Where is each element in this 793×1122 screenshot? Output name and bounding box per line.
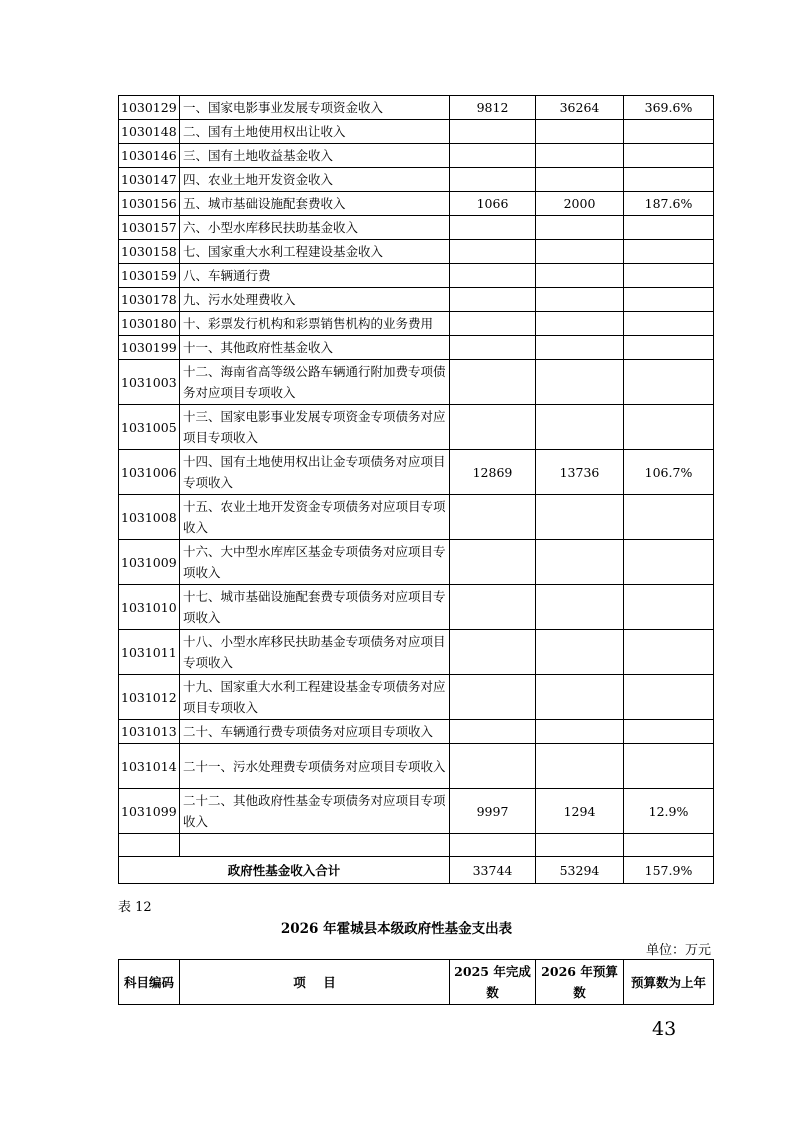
row-code: 1030147 <box>119 168 180 192</box>
row-code: 1030129 <box>119 96 180 120</box>
row-budget <box>536 630 624 675</box>
table-row <box>119 312 714 336</box>
row-code: 1031006 <box>119 450 180 495</box>
row-ratio: 12.9% <box>624 789 714 834</box>
table-row <box>119 540 714 585</box>
row-ratio <box>624 540 714 585</box>
header-completed: 2025 年完成数 <box>450 960 536 1005</box>
table-row <box>119 144 714 168</box>
row-completed: 1066 <box>450 192 536 216</box>
row-completed <box>450 720 536 744</box>
row-ratio <box>624 585 714 630</box>
row-completed <box>450 216 536 240</box>
row-item: 十一、其他政府性基金收入 <box>180 336 450 360</box>
row-code: 1031010 <box>119 585 180 630</box>
unit-label: 单位：万元 <box>645 943 711 958</box>
row-completed <box>450 168 536 192</box>
row-code: 1031011 <box>119 630 180 675</box>
table-row <box>119 168 714 192</box>
row-completed <box>450 540 536 585</box>
row-item: 九、污水处理费收入 <box>180 288 450 312</box>
row-item: 四、农业土地开发资金收入 <box>180 168 450 192</box>
header-code: 科目编码 <box>119 960 180 1005</box>
row-code: 1030157 <box>119 216 180 240</box>
table-row <box>119 216 714 240</box>
row-completed <box>450 834 536 857</box>
row-item: 二十二、其他政府性基金专项债务对应项目专项收入 <box>180 789 450 834</box>
row-budget <box>536 168 624 192</box>
row-ratio <box>624 216 714 240</box>
row-item: 十五、农业土地开发资金专项债务对应项目专项收入 <box>180 495 450 540</box>
row-code: 1031005 <box>119 405 180 450</box>
row-completed: 9812 <box>450 96 536 120</box>
row-code: 1031008 <box>119 495 180 540</box>
row-budget <box>536 264 624 288</box>
row-budget <box>536 495 624 540</box>
row-completed <box>450 360 536 405</box>
row-code: 1030178 <box>119 288 180 312</box>
row-ratio <box>624 834 714 857</box>
row-budget <box>536 216 624 240</box>
expense-table-header <box>118 959 714 1005</box>
header-ratio: 预算数为上年 <box>624 960 714 1005</box>
row-completed <box>450 405 536 450</box>
total-ratio: 157.9% <box>624 857 714 884</box>
row-item: 二、国有土地使用权出让收入 <box>180 120 450 144</box>
row-item: 十九、国家重大水利工程建设基金专项债务对应项目专项收入 <box>180 675 450 720</box>
table-row <box>119 450 714 495</box>
row-ratio <box>624 360 714 405</box>
total-label: 政府性基金收入合计 <box>119 857 450 884</box>
total-completed: 33744 <box>450 857 536 884</box>
row-completed <box>450 585 536 630</box>
row-completed <box>450 744 536 789</box>
income-table-body <box>119 96 714 884</box>
table-row <box>119 789 714 834</box>
row-code: 1030148 <box>119 120 180 144</box>
row-item: 二十、车辆通行费专项债务对应项目专项收入 <box>180 720 450 744</box>
row-code: 1030158 <box>119 240 180 264</box>
total-budget: 53294 <box>536 857 624 884</box>
row-budget <box>536 288 624 312</box>
row-code: 1030156 <box>119 192 180 216</box>
row-budget <box>536 240 624 264</box>
table-row <box>119 360 714 405</box>
row-item: 十六、大中型水库库区基金专项债务对应项目专项收入 <box>180 540 450 585</box>
row-budget <box>536 744 624 789</box>
row-budget <box>536 585 624 630</box>
row-completed <box>450 264 536 288</box>
row-ratio <box>624 675 714 720</box>
table-row <box>119 495 714 540</box>
table-row <box>119 834 714 857</box>
row-budget: 1294 <box>536 789 624 834</box>
header-row <box>119 960 714 1005</box>
row-completed <box>450 144 536 168</box>
row-item: 七、国家重大水利工程建设基金收入 <box>180 240 450 264</box>
row-budget: 36264 <box>536 96 624 120</box>
row-code: 1030180 <box>119 312 180 336</box>
row-completed <box>450 495 536 540</box>
row-item: 二十一、污水处理费专项债务对应项目专项收入 <box>180 744 450 789</box>
row-completed: 12869 <box>450 450 536 495</box>
document-title: 2026 年霍城县本级政府性基金支出表 <box>280 921 513 937</box>
row-completed <box>450 288 536 312</box>
table-row <box>119 630 714 675</box>
row-completed <box>450 312 536 336</box>
table-row <box>119 720 714 744</box>
row-budget <box>536 675 624 720</box>
table-row <box>119 405 714 450</box>
row-ratio <box>624 720 714 744</box>
income-table <box>118 95 714 884</box>
row-item <box>180 834 450 857</box>
row-item: 五、城市基础设施配套费收入 <box>180 192 450 216</box>
header-budget: 2026 年预算数 <box>536 960 624 1005</box>
row-completed: 9997 <box>450 789 536 834</box>
row-ratio <box>624 312 714 336</box>
row-budget <box>536 720 624 744</box>
row-item: 八、车辆通行费 <box>180 264 450 288</box>
row-budget <box>536 834 624 857</box>
row-budget <box>536 540 624 585</box>
row-code: 1030199 <box>119 336 180 360</box>
row-item: 十三、国家电影事业发展专项资金专项债务对应项目专项收入 <box>180 405 450 450</box>
row-item: 十八、小型水库移民扶助基金专项债务对应项目专项收入 <box>180 630 450 675</box>
row-ratio <box>624 495 714 540</box>
row-completed <box>450 336 536 360</box>
table-row <box>119 120 714 144</box>
table-row <box>119 240 714 264</box>
row-item: 十四、国有土地使用权出让金专项债务对应项目专项收入 <box>180 450 450 495</box>
row-completed <box>450 120 536 144</box>
row-budget <box>536 312 624 336</box>
table-row <box>119 264 714 288</box>
row-code: 1031099 <box>119 789 180 834</box>
table-label: 表 12 <box>118 900 152 915</box>
header-item: 项 目 <box>180 960 450 1005</box>
row-budget <box>536 405 624 450</box>
row-item: 十、彩票发行机构和彩票销售机构的业务费用 <box>180 312 450 336</box>
row-ratio <box>624 144 714 168</box>
row-ratio: 369.6% <box>624 96 714 120</box>
row-ratio <box>624 744 714 789</box>
row-ratio: 187.6% <box>624 192 714 216</box>
page-number: 43 <box>652 1018 677 1040</box>
row-completed <box>450 240 536 264</box>
table-row <box>119 585 714 630</box>
row-budget <box>536 360 624 405</box>
row-ratio <box>624 288 714 312</box>
row-code: 1030146 <box>119 144 180 168</box>
row-budget: 2000 <box>536 192 624 216</box>
row-ratio <box>624 630 714 675</box>
row-ratio <box>624 120 714 144</box>
row-item: 一、国家电影事业发展专项资金收入 <box>180 96 450 120</box>
table-row <box>119 744 714 789</box>
row-item: 十二、海南省高等级公路车辆通行附加费专项债务对应项目专项收入 <box>180 360 450 405</box>
row-ratio <box>624 168 714 192</box>
row-code: 1030159 <box>119 264 180 288</box>
row-code: 1031012 <box>119 675 180 720</box>
row-item: 六、小型水库移民扶助基金收入 <box>180 216 450 240</box>
row-ratio <box>624 240 714 264</box>
table-row <box>119 96 714 120</box>
total-row <box>119 857 714 884</box>
row-ratio: 106.7% <box>624 450 714 495</box>
table-row <box>119 675 714 720</box>
row-item: 三、国有土地收益基金收入 <box>180 144 450 168</box>
row-ratio <box>624 264 714 288</box>
row-completed <box>450 630 536 675</box>
row-budget <box>536 120 624 144</box>
row-budget <box>536 336 624 360</box>
row-item: 十七、城市基础设施配套费专项债务对应项目专项收入 <box>180 585 450 630</box>
table-row <box>119 288 714 312</box>
row-ratio <box>624 336 714 360</box>
table-row <box>119 336 714 360</box>
row-code <box>119 834 180 857</box>
table-row <box>119 192 714 216</box>
row-code: 1031009 <box>119 540 180 585</box>
row-code: 1031013 <box>119 720 180 744</box>
row-budget <box>536 144 624 168</box>
row-completed <box>450 675 536 720</box>
row-ratio <box>624 405 714 450</box>
row-code: 1031003 <box>119 360 180 405</box>
row-code: 1031014 <box>119 744 180 789</box>
row-budget: 13736 <box>536 450 624 495</box>
